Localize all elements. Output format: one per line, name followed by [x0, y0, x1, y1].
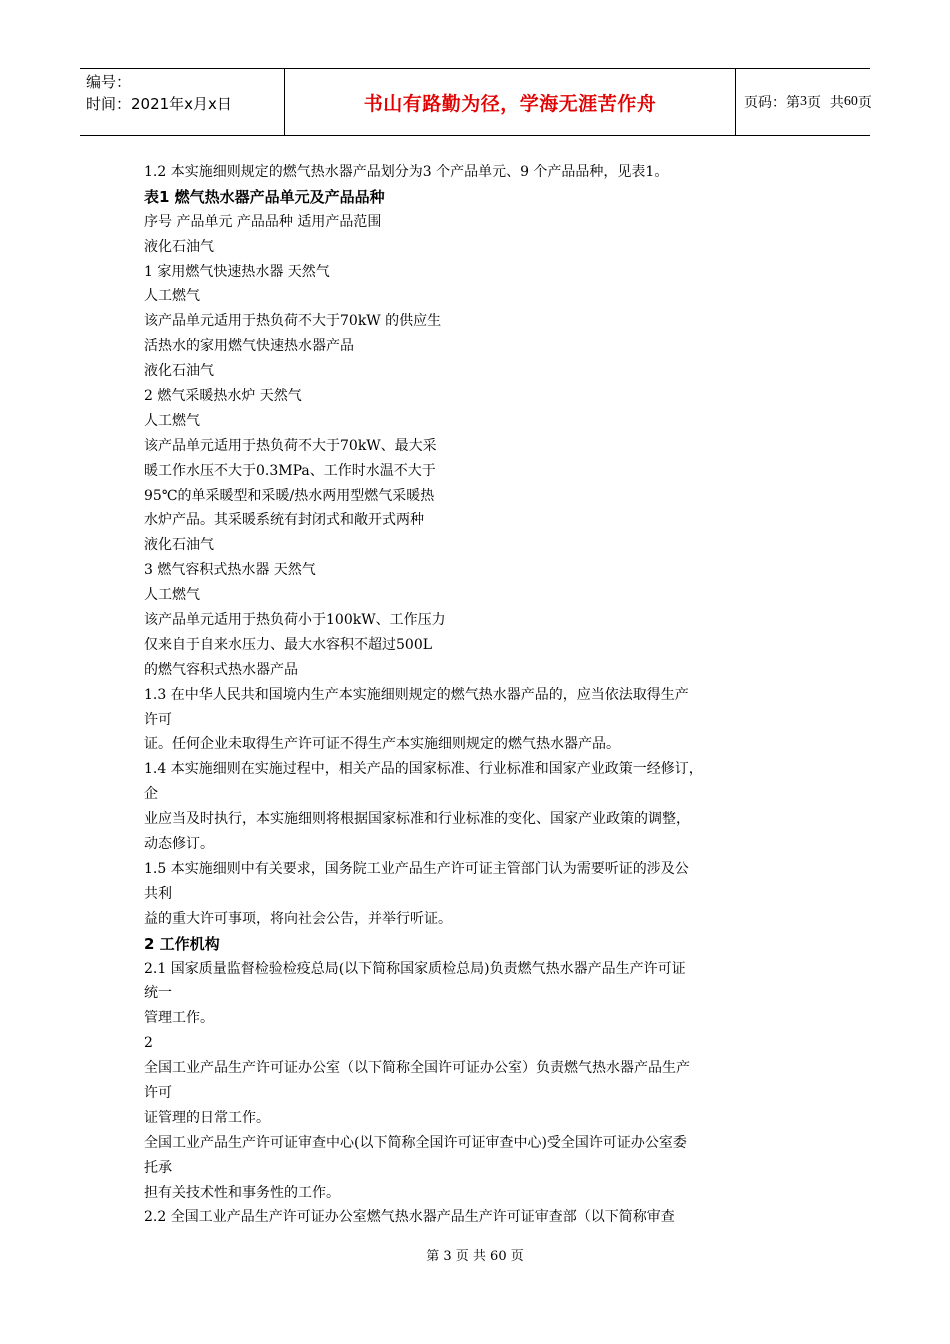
body-text-line: 人工燃气 [144, 587, 200, 604]
body-text-line: 统一 [144, 985, 172, 1002]
body-text-line: 业应当及时执行，本实施细则将根据国家标准和行业标准的变化、国家产业政策的调整， [144, 811, 690, 828]
page-total: 60 [843, 94, 858, 109]
body-text-line: 液化石油气 [144, 238, 214, 255]
body-text-line: 95℃的单采暖型和采暖/热水两用型燃气采暖热 [144, 487, 435, 504]
body-text-line: 担有关技术性和事务性的工作。 [144, 1184, 340, 1201]
header-motto: 书山有路勤为径，学海无涯苦作舟 [363, 92, 657, 115]
body-text-line: 1 家用燃气快速热水器 天然气 [144, 263, 330, 280]
body-text-line: 1.4 本实施细则在实施过程中，相关产品的国家标准、行业标准和国家产业政策一经修订， [144, 761, 703, 778]
page-prefix: 页码：第 [744, 95, 800, 111]
body-text-line: 3 燃气容积式热水器 天然气 [144, 562, 316, 579]
body-text-line: 企 [144, 786, 158, 803]
body-text-line: 许可 [144, 1084, 172, 1101]
body-text-line: 活热水的家用燃气快速热水器产品 [144, 338, 354, 355]
document-number-label: 编号： [86, 73, 132, 91]
body-text-line: 序号 产品单元 产品品种 适用产品范围 [144, 213, 382, 230]
page-current: 3 [800, 94, 807, 109]
body-text-line: 该产品单元适用于热负荷不大于70kW 的供应生 [144, 313, 442, 330]
body-text-line: 托承 [144, 1159, 172, 1176]
header-page-number [736, 69, 870, 135]
body-text-line: 该产品单元适用于热负荷小于100kW、工作压力 [144, 612, 446, 629]
page-footer: 第 3 页 共 60 页 [426, 1249, 524, 1264]
body-text-line: 2.1 国家质量监督检验检疫总局(以下简称国家质检总局)负责燃气热水器产品生产许可证 [144, 960, 686, 977]
body-text-line: 许可 [144, 711, 172, 728]
body-text-line: 液化石油气 [144, 537, 214, 554]
body-text-line: 的燃气容积式热水器产品 [144, 661, 298, 678]
page-suffix: 页 [857, 95, 872, 111]
body-text-line: 动态修订。 [144, 836, 214, 853]
body-text-line: 液化石油气 [144, 363, 214, 380]
section-heading: 2 工作机构 [144, 934, 220, 953]
body-text-line: 管理工作。 [144, 1010, 214, 1027]
section-heading: 表1 燃气热水器产品单元及产品品种 [144, 187, 385, 206]
body-text-line: 1.5 本实施细则中有关要求，国务院工业产品生产许可证主管部门认为需要听证的涉及公 [144, 860, 689, 877]
body-text-line: 2 燃气采暖热水炉 天然气 [144, 388, 302, 405]
body-text-line: 水炉产品。其采暖系统有封闭式和敞开式两种 [144, 512, 424, 529]
body-text-line: 1.2 本实施细则规定的燃气热水器产品划分为3 个产品单元、9 个产品品种，见表1。 [144, 164, 669, 180]
header-motto-cell [284, 69, 736, 135]
body-text-line: 该产品单元适用于热负荷不大于70kW、最大采 [144, 437, 437, 454]
body-text-line: 益的重大许可事项，将向社会公告，并举行听证。 [144, 910, 452, 927]
header-info [80, 69, 284, 135]
body-text-line: 2 [144, 1035, 153, 1052]
body-text-line: 人工燃气 [144, 412, 200, 429]
body-text-line: 证管理的日常工作。 [144, 1109, 270, 1126]
document-time-label: 时间：2021年x月x日 [86, 95, 232, 113]
body-text-line: 全国工业产品生产许可证审查中心(以下简称全国许可证审查中心)受全国许可证办公室委 [144, 1134, 687, 1151]
body-text-line: 人工燃气 [144, 288, 200, 305]
body-text-line: 2.2 全国工业产品生产许可证办公室燃气热水器产品生产许可证审查部（以下简称审查 [144, 1209, 675, 1226]
document-body [144, 160, 814, 1230]
page-mid: 页 共 [807, 95, 844, 111]
body-text-line: 全国工业产品生产许可证办公室（以下简称全国许可证办公室）负责燃气热水器产品生产 [144, 1060, 690, 1077]
body-text-line: 证。任何企业未取得生产许可证不得生产本实施细则规定的燃气热水器产品。 [144, 736, 620, 753]
page-header [80, 68, 870, 136]
body-text-line: 暖工作水压不大于0.3MPa、工作时水温不大于 [144, 462, 436, 479]
body-text-line: 1.3 在中华人民共和国境内生产本实施细则规定的燃气热水器产品的，应当依法取得生产 [144, 686, 689, 703]
body-text-line: 共利 [144, 885, 172, 902]
body-text-line: 仅来自于自来水压力、最大水容积不超过500L [144, 636, 433, 653]
